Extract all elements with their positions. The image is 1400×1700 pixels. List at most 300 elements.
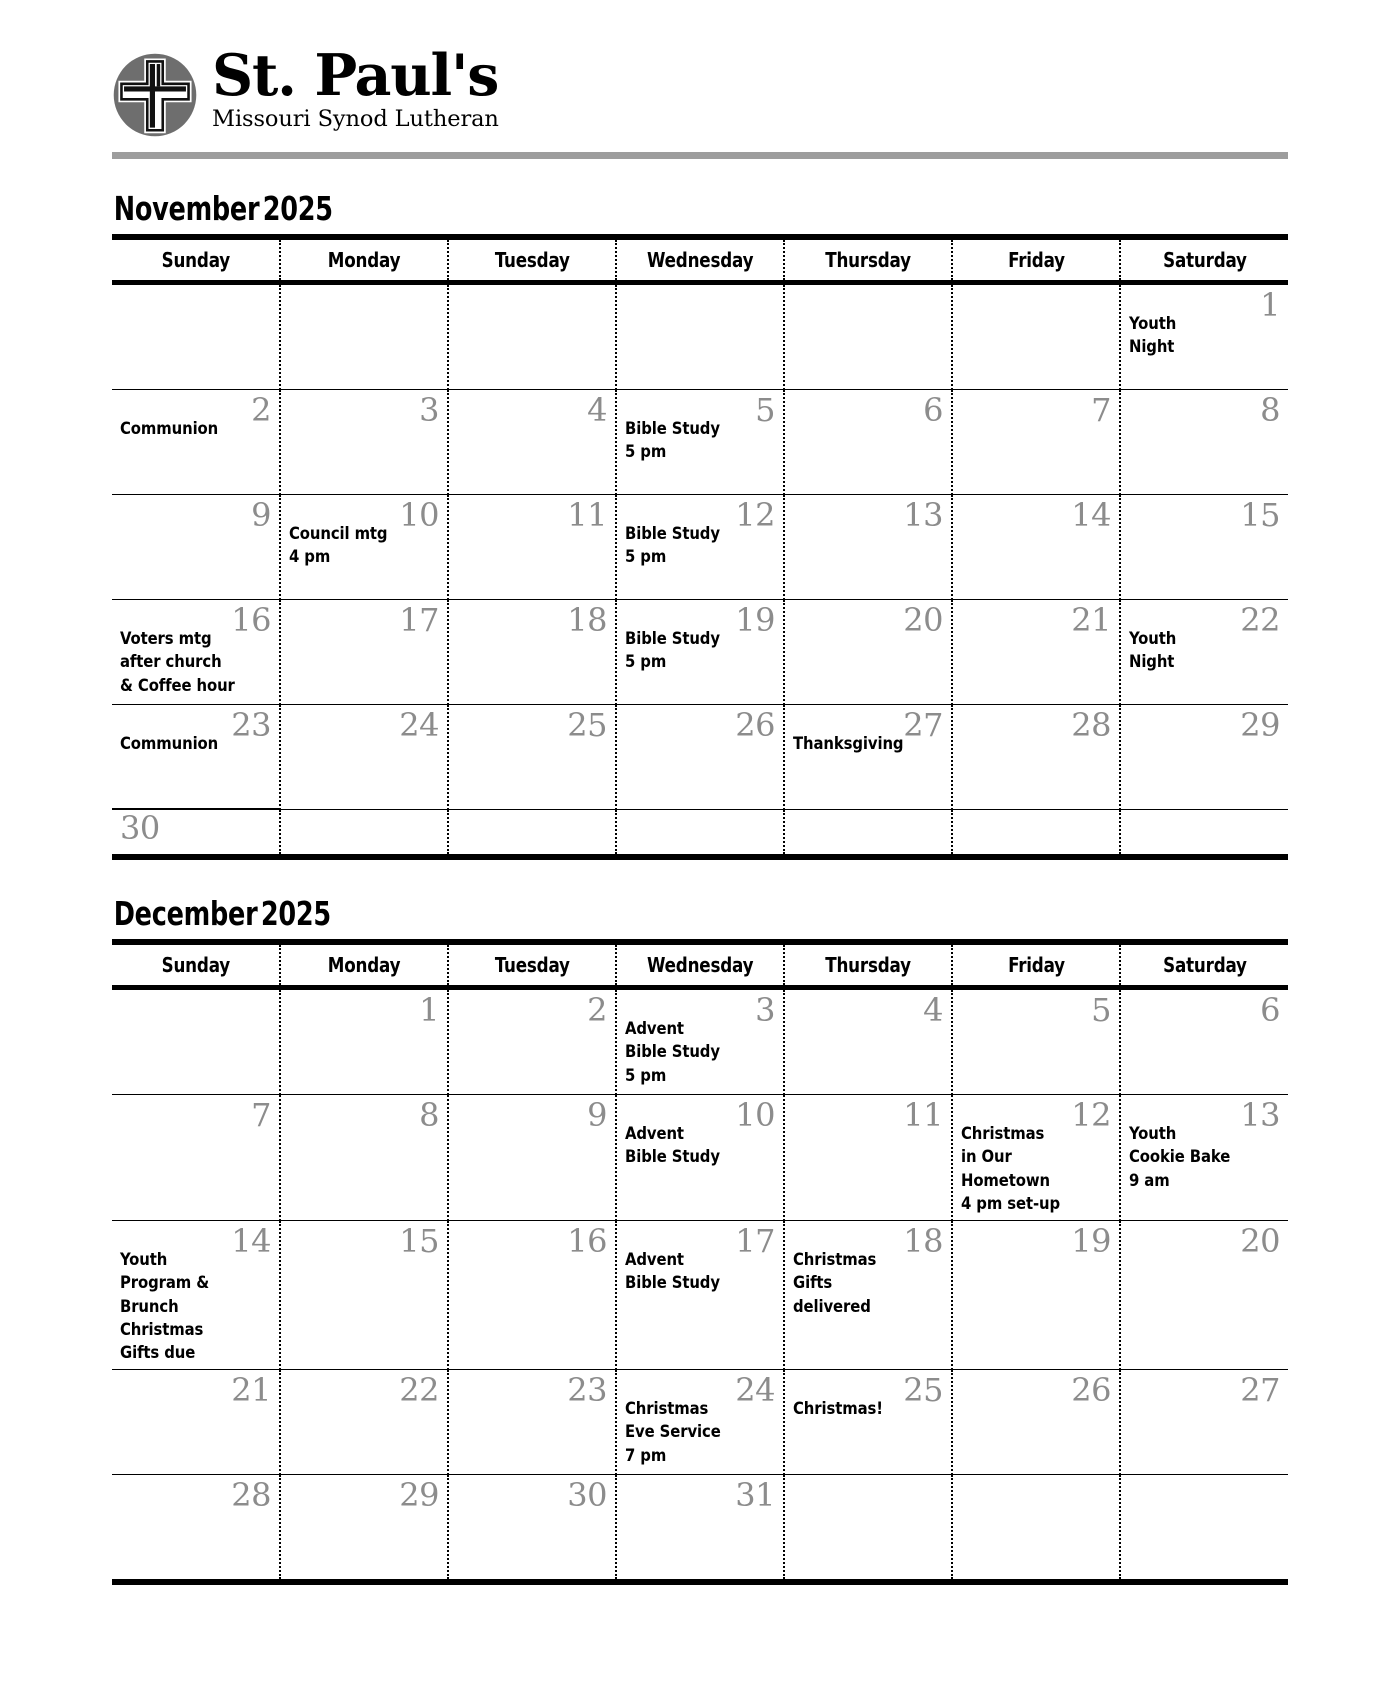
month-block-november [112, 189, 1288, 860]
week-row [112, 705, 1288, 810]
day-cell-9[interactable] [112, 495, 280, 600]
event-line: Christmas! [793, 1398, 883, 1418]
day-cell-25[interactable] [784, 1369, 952, 1474]
weekday-label: Sunday [161, 248, 230, 272]
event-line: 5 pm [625, 547, 667, 567]
weekday-label: Friday [1007, 953, 1065, 977]
day-cell-content [112, 495, 279, 599]
event-line: Brunch [120, 1296, 179, 1316]
week-row [112, 390, 1288, 495]
day-number: 24 [399, 706, 439, 744]
day-cell-content [785, 600, 951, 704]
day-cell-11[interactable] [784, 1095, 952, 1221]
day-events [1129, 605, 1247, 674]
day-cell-28[interactable] [112, 1474, 280, 1582]
day-cell-content [281, 1221, 447, 1369]
day-cell-content [281, 990, 447, 1094]
day-number: 13 [903, 496, 943, 534]
day-cell-30[interactable] [448, 1474, 616, 1582]
day-number: 2 [587, 991, 607, 1029]
day-cell-7[interactable] [952, 390, 1120, 495]
day-number: 29 [1240, 706, 1280, 744]
event-line: Bible Study [625, 419, 720, 438]
day-cell-14[interactable] [952, 495, 1120, 600]
day-cell-23[interactable] [448, 1369, 616, 1474]
event-line: delivered [793, 1296, 871, 1316]
day-cell-content [953, 285, 1119, 389]
day-events [625, 1375, 743, 1467]
day-cell-content [953, 1095, 1119, 1220]
weekday-label: Monday [327, 248, 401, 272]
day-cell-empty[interactable] [784, 283, 952, 390]
day-cell-content [281, 390, 447, 494]
day-cell-content [449, 495, 615, 599]
day-cell-6[interactable] [1120, 988, 1288, 1095]
day-cell-content [1121, 1475, 1288, 1579]
day-number: 1 [419, 991, 439, 1029]
day-cell-content [617, 495, 783, 599]
day-events [625, 995, 743, 1087]
event-line: Youth [1129, 314, 1177, 333]
event-line: & Coffee hour [120, 675, 235, 695]
day-number: 30 [567, 1475, 607, 1514]
day-number: 18 [903, 1221, 943, 1260]
day-cell-14[interactable] [112, 1220, 280, 1369]
day-cell-content [112, 810, 279, 854]
day-cell-empty[interactable] [784, 1474, 952, 1582]
event-line: Voters mtg [120, 629, 212, 648]
event-line: Eve Service [625, 1422, 721, 1442]
day-cell-content [281, 705, 447, 809]
day-number: 28 [231, 1475, 271, 1514]
day-number: 20 [1240, 1221, 1280, 1260]
day-cell-content [953, 1370, 1119, 1474]
event-line: 9 am [1129, 1170, 1170, 1190]
weekday-header-wednesday [616, 237, 784, 283]
event-line: Bible Study [625, 1147, 720, 1167]
day-number: 11 [903, 1096, 943, 1134]
month-title [112, 189, 1123, 234]
day-cell-13[interactable] [1120, 1095, 1288, 1221]
day-cell-content [449, 810, 615, 854]
day-cell-content [281, 1370, 447, 1474]
day-number: 12 [1071, 1096, 1111, 1134]
weekday-header-wednesday [616, 942, 784, 988]
day-number: 7 [1091, 391, 1111, 429]
day-number: 31 [735, 1475, 775, 1514]
day-events [961, 1100, 1079, 1216]
day-number: 22 [399, 1370, 439, 1409]
day-cell-20[interactable] [1120, 1220, 1288, 1369]
day-cell-empty[interactable] [616, 810, 784, 858]
brand-text [212, 42, 499, 132]
day-cell-content [1121, 495, 1288, 599]
day-cell-content [953, 495, 1119, 599]
day-cell-17[interactable] [280, 600, 448, 705]
day-number: 27 [1240, 1370, 1280, 1409]
day-cell-content [953, 705, 1119, 809]
day-cell-content [785, 990, 951, 1094]
day-number: 12 [735, 496, 775, 534]
event-line: Program & [120, 1273, 210, 1293]
day-number: 22 [1240, 601, 1280, 639]
weekday-header-sunday [112, 942, 280, 988]
day-number: 1 [1260, 286, 1280, 324]
day-cell-21[interactable] [952, 600, 1120, 705]
day-cell-content [449, 1475, 615, 1579]
event-line: 7 pm [625, 1445, 667, 1465]
day-cell-content [449, 1095, 615, 1220]
day-cell-content [112, 705, 279, 809]
day-cell-6[interactable] [784, 390, 952, 495]
day-cell-16[interactable] [112, 600, 280, 705]
day-cell-29[interactable] [1120, 705, 1288, 810]
week-row [112, 1369, 1288, 1474]
event-line: Communion [120, 734, 219, 753]
event-line: Gifts due [120, 1343, 196, 1363]
event-line: Council mtg [289, 524, 388, 543]
day-cell-29[interactable] [280, 1474, 448, 1582]
day-cell-content [785, 1370, 951, 1474]
day-cell-content [1121, 705, 1288, 809]
weekday-label: Thursday [825, 953, 911, 977]
day-cell-content [449, 705, 615, 809]
day-number: 16 [567, 1221, 607, 1260]
weekday-label: Sunday [161, 953, 230, 977]
day-number: 11 [567, 496, 607, 534]
week-row [112, 495, 1288, 600]
day-cell-content [953, 810, 1119, 854]
day-cell-content [617, 705, 783, 809]
event-line: 5 pm [625, 442, 667, 462]
day-cell-content [112, 285, 279, 389]
brand-name: St. Paul's [212, 42, 499, 109]
day-cell-empty[interactable] [784, 810, 952, 858]
day-cell-empty[interactable] [616, 283, 784, 390]
weekday-header-row [112, 942, 1288, 988]
day-cell-26[interactable] [952, 1369, 1120, 1474]
day-cell-content [1121, 285, 1288, 389]
day-cell-empty[interactable] [1120, 810, 1288, 858]
day-cell-content [449, 390, 615, 494]
month-year: 2025 [260, 894, 331, 933]
day-number: 17 [399, 601, 439, 639]
day-cell-content [281, 495, 447, 599]
week-row [112, 1220, 1288, 1369]
day-cell-5[interactable] [616, 390, 784, 495]
day-cell-3[interactable] [280, 390, 448, 495]
day-cell-empty[interactable] [112, 988, 280, 1095]
day-cell-content [617, 810, 783, 854]
day-cell-2[interactable] [448, 988, 616, 1095]
day-events [793, 1375, 911, 1420]
weekday-header-thursday [784, 942, 952, 988]
day-cell-30[interactable] [112, 810, 280, 858]
day-events [625, 500, 743, 569]
day-cell-content [953, 390, 1119, 494]
day-cell-content [449, 1221, 615, 1369]
day-cell-content [785, 705, 951, 809]
day-cell-1[interactable] [280, 988, 448, 1095]
event-line: Advent [625, 1249, 684, 1269]
day-number: 4 [587, 391, 607, 429]
day-cell-11[interactable] [448, 495, 616, 600]
month-name: December [113, 894, 258, 933]
day-cell-content [112, 390, 279, 494]
weekday-label: Friday [1007, 248, 1065, 272]
day-cell-content [281, 1095, 447, 1220]
day-cell-content [281, 810, 447, 854]
day-number: 19 [1071, 1221, 1111, 1260]
month-block-december [112, 894, 1288, 1585]
day-number: 7 [251, 1096, 271, 1134]
event-line: 5 pm [625, 652, 667, 672]
day-number: 17 [735, 1221, 775, 1260]
day-number: 23 [567, 1370, 607, 1409]
day-cell-22[interactable] [280, 1369, 448, 1474]
day-number: 10 [399, 496, 439, 534]
month-name: November [113, 189, 260, 228]
day-events [120, 395, 238, 440]
day-cell-19[interactable] [616, 600, 784, 705]
day-events [625, 605, 743, 674]
day-number: 8 [1260, 391, 1280, 429]
day-events [625, 1100, 743, 1169]
day-cell-18[interactable] [784, 1220, 952, 1369]
day-number: 15 [1240, 496, 1280, 534]
cross-in-circle-icon [112, 52, 198, 138]
day-number: 26 [735, 706, 775, 744]
day-cell-empty[interactable] [448, 810, 616, 858]
day-number: 21 [1071, 601, 1111, 639]
event-line: Hometown [961, 1170, 1050, 1190]
day-cell-10[interactable] [280, 495, 448, 600]
day-cell-empty[interactable] [952, 1474, 1120, 1582]
day-cell-7[interactable] [112, 1095, 280, 1221]
day-number: 2 [251, 391, 271, 429]
day-cell-content [1121, 600, 1288, 704]
event-line: Advent [625, 1124, 684, 1143]
month-title [112, 894, 1123, 939]
day-number: 9 [251, 496, 271, 534]
day-events [120, 710, 238, 755]
day-number: 24 [735, 1370, 775, 1409]
day-cell-empty[interactable] [112, 283, 280, 390]
event-line: Christmas [625, 1398, 709, 1418]
day-cell-content [1121, 1221, 1288, 1369]
week-row [112, 988, 1288, 1095]
brand-subtitle: Missouri Synod Lutheran [212, 105, 499, 132]
day-cell-27[interactable] [1120, 1369, 1288, 1474]
day-cell-17[interactable] [616, 1220, 784, 1369]
day-cell-content [617, 1221, 783, 1369]
day-cell-content [112, 1475, 279, 1579]
day-cell-empty[interactable] [1120, 1474, 1288, 1582]
day-number: 23 [231, 706, 271, 744]
weekday-label: Monday [327, 953, 401, 977]
day-number: 25 [567, 706, 607, 744]
day-cell-content [785, 1221, 951, 1369]
day-cell-3[interactable] [616, 988, 784, 1095]
day-cell-1[interactable] [1120, 283, 1288, 390]
day-cell-content [953, 990, 1119, 1094]
calendar-grid [112, 234, 1288, 860]
calendar-grid [112, 939, 1288, 1585]
day-cell-4[interactable] [784, 988, 952, 1095]
event-line: Advent [625, 1019, 684, 1038]
day-cell-content [449, 1370, 615, 1474]
day-cell-empty[interactable] [952, 283, 1120, 390]
weekday-header-monday [280, 942, 448, 988]
day-cell-content [617, 1475, 783, 1579]
day-cell-content [617, 285, 783, 389]
day-cell-31[interactable] [616, 1474, 784, 1582]
day-cell-content [617, 600, 783, 704]
day-cell-12[interactable] [952, 1095, 1120, 1221]
event-line: Christmas [793, 1249, 877, 1269]
header-divider [112, 152, 1288, 159]
event-line: Youth [1129, 1124, 1177, 1143]
event-line: Bible Study [625, 1273, 720, 1293]
day-cell-4[interactable] [448, 390, 616, 495]
day-number: 14 [1071, 496, 1111, 534]
day-events [625, 395, 743, 464]
day-cell-content [785, 285, 951, 389]
day-cell-8[interactable] [280, 1095, 448, 1221]
day-cell-content [1121, 1095, 1288, 1220]
week-row [112, 810, 1288, 858]
day-number: 29 [399, 1475, 439, 1514]
day-cell-21[interactable] [112, 1369, 280, 1474]
event-line: Gifts [793, 1273, 833, 1293]
day-number: 10 [735, 1096, 775, 1134]
week-row [112, 1474, 1288, 1582]
day-cell-9[interactable] [448, 1095, 616, 1221]
day-cell-content [785, 1095, 951, 1220]
day-cell-content [281, 1475, 447, 1579]
day-number: 5 [1091, 991, 1111, 1029]
day-cell-5[interactable] [952, 988, 1120, 1095]
event-line: Bible Study [625, 524, 720, 543]
event-line: 5 pm [625, 1065, 667, 1085]
day-number: 8 [419, 1096, 439, 1134]
day-cell-19[interactable] [952, 1220, 1120, 1369]
day-cell-13[interactable] [784, 495, 952, 600]
day-events [1129, 1100, 1247, 1192]
day-cell-content [1121, 810, 1288, 854]
day-number: 18 [567, 601, 607, 639]
day-number: 6 [1260, 991, 1280, 1029]
event-line: Bible Study [625, 629, 720, 648]
weekday-label: Saturday [1162, 953, 1247, 977]
weekday-header-saturday [1120, 942, 1288, 988]
day-cell-25[interactable] [448, 705, 616, 810]
day-cell-content [449, 990, 615, 1094]
weekday-label: Wednesday [646, 248, 754, 272]
day-cell-24[interactable] [616, 1369, 784, 1474]
day-cell-content [449, 600, 615, 704]
event-line: Christmas [961, 1124, 1045, 1143]
event-line: Youth [120, 1249, 168, 1269]
day-cell-content [953, 600, 1119, 704]
weekday-header-row [112, 237, 1288, 283]
day-number: 3 [419, 391, 439, 429]
day-number: 14 [231, 1221, 271, 1260]
day-cell-16[interactable] [448, 1220, 616, 1369]
weekday-header-thursday [784, 237, 952, 283]
weekday-header-sunday [112, 237, 280, 283]
day-cell-empty[interactable] [448, 283, 616, 390]
day-cell-content [617, 1370, 783, 1474]
weekday-label: Wednesday [646, 953, 754, 977]
event-line: 4 pm [289, 547, 331, 567]
day-cell-content [785, 495, 951, 599]
day-cell-20[interactable] [784, 600, 952, 705]
months-container [0, 189, 1400, 1585]
day-cell-content [1121, 390, 1288, 494]
day-cell-content [617, 1095, 783, 1220]
day-events [793, 1226, 911, 1318]
day-cell-empty[interactable] [952, 810, 1120, 858]
day-cell-15[interactable] [280, 1220, 448, 1369]
event-line: Night [1129, 337, 1175, 357]
day-cell-28[interactable] [952, 705, 1120, 810]
event-line: Youth [1129, 629, 1177, 648]
day-cell-18[interactable] [448, 600, 616, 705]
day-events [1129, 290, 1247, 359]
day-number: 20 [903, 601, 943, 639]
day-cell-content [785, 390, 951, 494]
weekday-label: Tuesday [494, 953, 570, 977]
day-cell-8[interactable] [1120, 390, 1288, 495]
day-cell-23[interactable] [112, 705, 280, 810]
event-line: Cookie Bake [1129, 1147, 1231, 1167]
day-number: 28 [1071, 706, 1111, 744]
day-number: 4 [923, 991, 943, 1029]
day-cell-content [953, 1221, 1119, 1369]
day-cell-27[interactable] [784, 705, 952, 810]
day-events [289, 500, 407, 569]
day-events [793, 710, 911, 755]
event-line: 4 pm set-up [961, 1194, 1061, 1214]
day-cell-15[interactable] [1120, 495, 1288, 600]
day-cell-2[interactable] [112, 390, 280, 495]
event-line: Bible Study [625, 1042, 720, 1062]
weekday-header-tuesday [448, 942, 616, 988]
day-cell-content [112, 990, 279, 1094]
day-cell-empty[interactable] [280, 283, 448, 390]
event-line: in Our [961, 1147, 1012, 1167]
day-events [120, 1226, 238, 1365]
day-cell-content [785, 810, 951, 854]
day-cell-content [1121, 1370, 1288, 1474]
weekday-label: Thursday [825, 248, 911, 272]
day-cell-24[interactable] [280, 705, 448, 810]
day-cell-22[interactable] [1120, 600, 1288, 705]
day-cell-12[interactable] [616, 495, 784, 600]
day-cell-10[interactable] [616, 1095, 784, 1221]
day-cell-empty[interactable] [280, 810, 448, 858]
weekday-header-saturday [1120, 237, 1288, 283]
day-number: 26 [1071, 1370, 1111, 1409]
day-cell-content [449, 285, 615, 389]
weekday-header-friday [952, 237, 1120, 283]
day-number: 19 [735, 601, 775, 639]
day-cell-26[interactable] [616, 705, 784, 810]
day-cell-content [785, 1475, 951, 1579]
day-number: 27 [903, 706, 943, 744]
weekday-label: Saturday [1162, 248, 1247, 272]
